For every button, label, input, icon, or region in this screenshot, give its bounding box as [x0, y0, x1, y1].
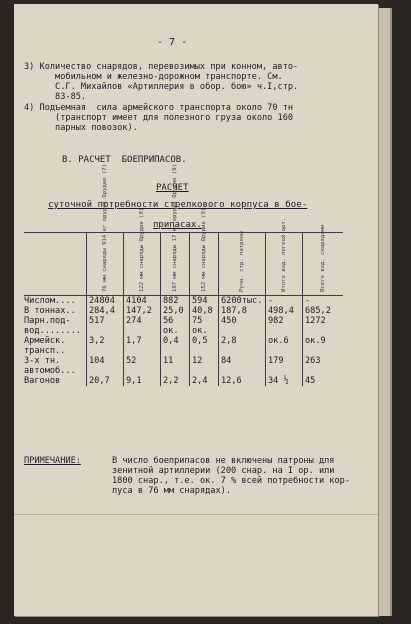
column-header: Итого вод. легкой арт. [280, 217, 287, 292]
table-cell: 24804 [87, 296, 124, 307]
page-number: - 7 - [157, 37, 188, 48]
table-cell: 685,2 [303, 306, 344, 316]
table-cell: 2,4 [190, 376, 219, 386]
row-label: Армейск. трансп.. [24, 336, 66, 356]
header-cell-label [24, 233, 87, 296]
table-cell: 0,5 [190, 336, 219, 356]
table-cell: 263 [303, 356, 344, 376]
table-cell: ок.9 [303, 336, 344, 356]
table-cell: 12,6 [219, 376, 266, 386]
table-cell: 274 [124, 316, 161, 336]
table-title-line1: РАСЧЕТ [156, 183, 189, 193]
table-cell: 11 [161, 356, 190, 376]
table-cell: 104 [87, 356, 124, 376]
table-row [24, 306, 343, 316]
header-cell-total [303, 224, 344, 296]
table-cell: - [266, 296, 303, 307]
column-header: Ручн. стр. патроны [238, 231, 245, 292]
table-cell: 25,0 [161, 306, 190, 316]
table-cell: 0,4 [161, 336, 190, 356]
table-cell: 284,4 [87, 306, 124, 316]
table-header-row [24, 233, 343, 296]
row-label: Парн.под- вод........ [24, 316, 81, 336]
table-cell: ок.6 [266, 336, 303, 356]
footnote-3: 3) Количество снарядов, перевозимых при конном, авто- мобильном и железно-дорожном транспорте. См. С.Г. Михайлов «Артиллерия в обор. бою» ч.I,стр. 83-85. [24, 62, 299, 102]
table-title-line3: припасах. [153, 220, 202, 230]
column-header: 122 мм снаряды Орудие (8) [138, 207, 145, 292]
table-cell: 56 ок. [161, 316, 190, 336]
table-cell: 450 [219, 316, 266, 336]
table-cell: 1272 [303, 316, 344, 336]
table-cell: 3,2 [87, 336, 124, 356]
header-cell-cartridges [219, 233, 266, 296]
table-cell: 517 [87, 316, 124, 336]
table-cell: 187,8 [219, 306, 266, 316]
paper-fold-line [14, 514, 378, 515]
table-cell: 84 [219, 356, 266, 376]
table-cell: 982 [266, 316, 303, 336]
column-header: 76 мм снаряды 914 кг орудия Орудие (7) [101, 164, 108, 292]
table-cell: 75 ок. [190, 316, 219, 336]
header-cell-light-art [266, 217, 303, 296]
table-title-line2: суточной потребности стрелкового корпуса в бое- [48, 200, 308, 210]
table-cell: 594 [190, 296, 219, 307]
table-cell: 34 ½ [266, 376, 303, 386]
table-cell: 45 [303, 376, 344, 386]
header-cell-152mm [190, 207, 219, 296]
table-cell: 179 [266, 356, 303, 376]
table-cell: 40,8 [190, 306, 219, 316]
table-row [24, 316, 343, 336]
table-cell: 1,7 [124, 336, 161, 356]
row-label: Числом.... [24, 296, 76, 306]
column-header: Всего вод. снарядами [319, 224, 326, 292]
table-cell: 12 [190, 356, 219, 376]
table-cell: 147,2 [124, 306, 161, 316]
table-cell: 6200тыс. [219, 296, 266, 307]
table-cell: 2,8 [219, 336, 266, 356]
table-row [24, 376, 343, 386]
table-row [24, 336, 343, 356]
header-cell-76mm [87, 164, 124, 296]
note-label: ПРИМЕЧАНИЕ: [24, 456, 81, 466]
table-row [24, 356, 343, 376]
table-cell: 882 [161, 296, 190, 307]
table-row [24, 296, 343, 307]
table-cell: 9,1 [124, 376, 161, 386]
section-heading: В. РАСЧЕТ БОЕПРИПАСОВ. [62, 155, 187, 165]
table-cell: 20,7 [87, 376, 124, 386]
table-cell: 4104 [124, 296, 161, 307]
column-header: 152 мм снаряды Орудие (9) [200, 207, 207, 292]
table-cell: 52 [124, 356, 161, 376]
column-header: 107 мм снаряды 17 кг орудия Орудие (9) [171, 164, 178, 292]
header-cell-122mm [124, 207, 161, 296]
document-page [14, 4, 378, 616]
note-text: В число боеприпасов не включены патроны для зенитной артиллерии (200 снар. на I ор. или 1800 снар., т.е. ок. 7 % всей потребности кор- пуса в 76 мм снарядах). [112, 456, 350, 496]
table-cell: 2,2 [161, 376, 190, 386]
footnote-4: 4) Подъемная сила армейского транспорта около 70 тн (транспорт имеет для полезного груза около 160 парных повозок). [24, 103, 294, 133]
row-label: Вагонов [24, 376, 61, 386]
table-cell: - [303, 296, 344, 307]
row-label: В тоннах.. [24, 306, 76, 316]
row-label: 3-х тн. автомоб... [24, 356, 76, 376]
table-cell: 498,4 [266, 306, 303, 316]
